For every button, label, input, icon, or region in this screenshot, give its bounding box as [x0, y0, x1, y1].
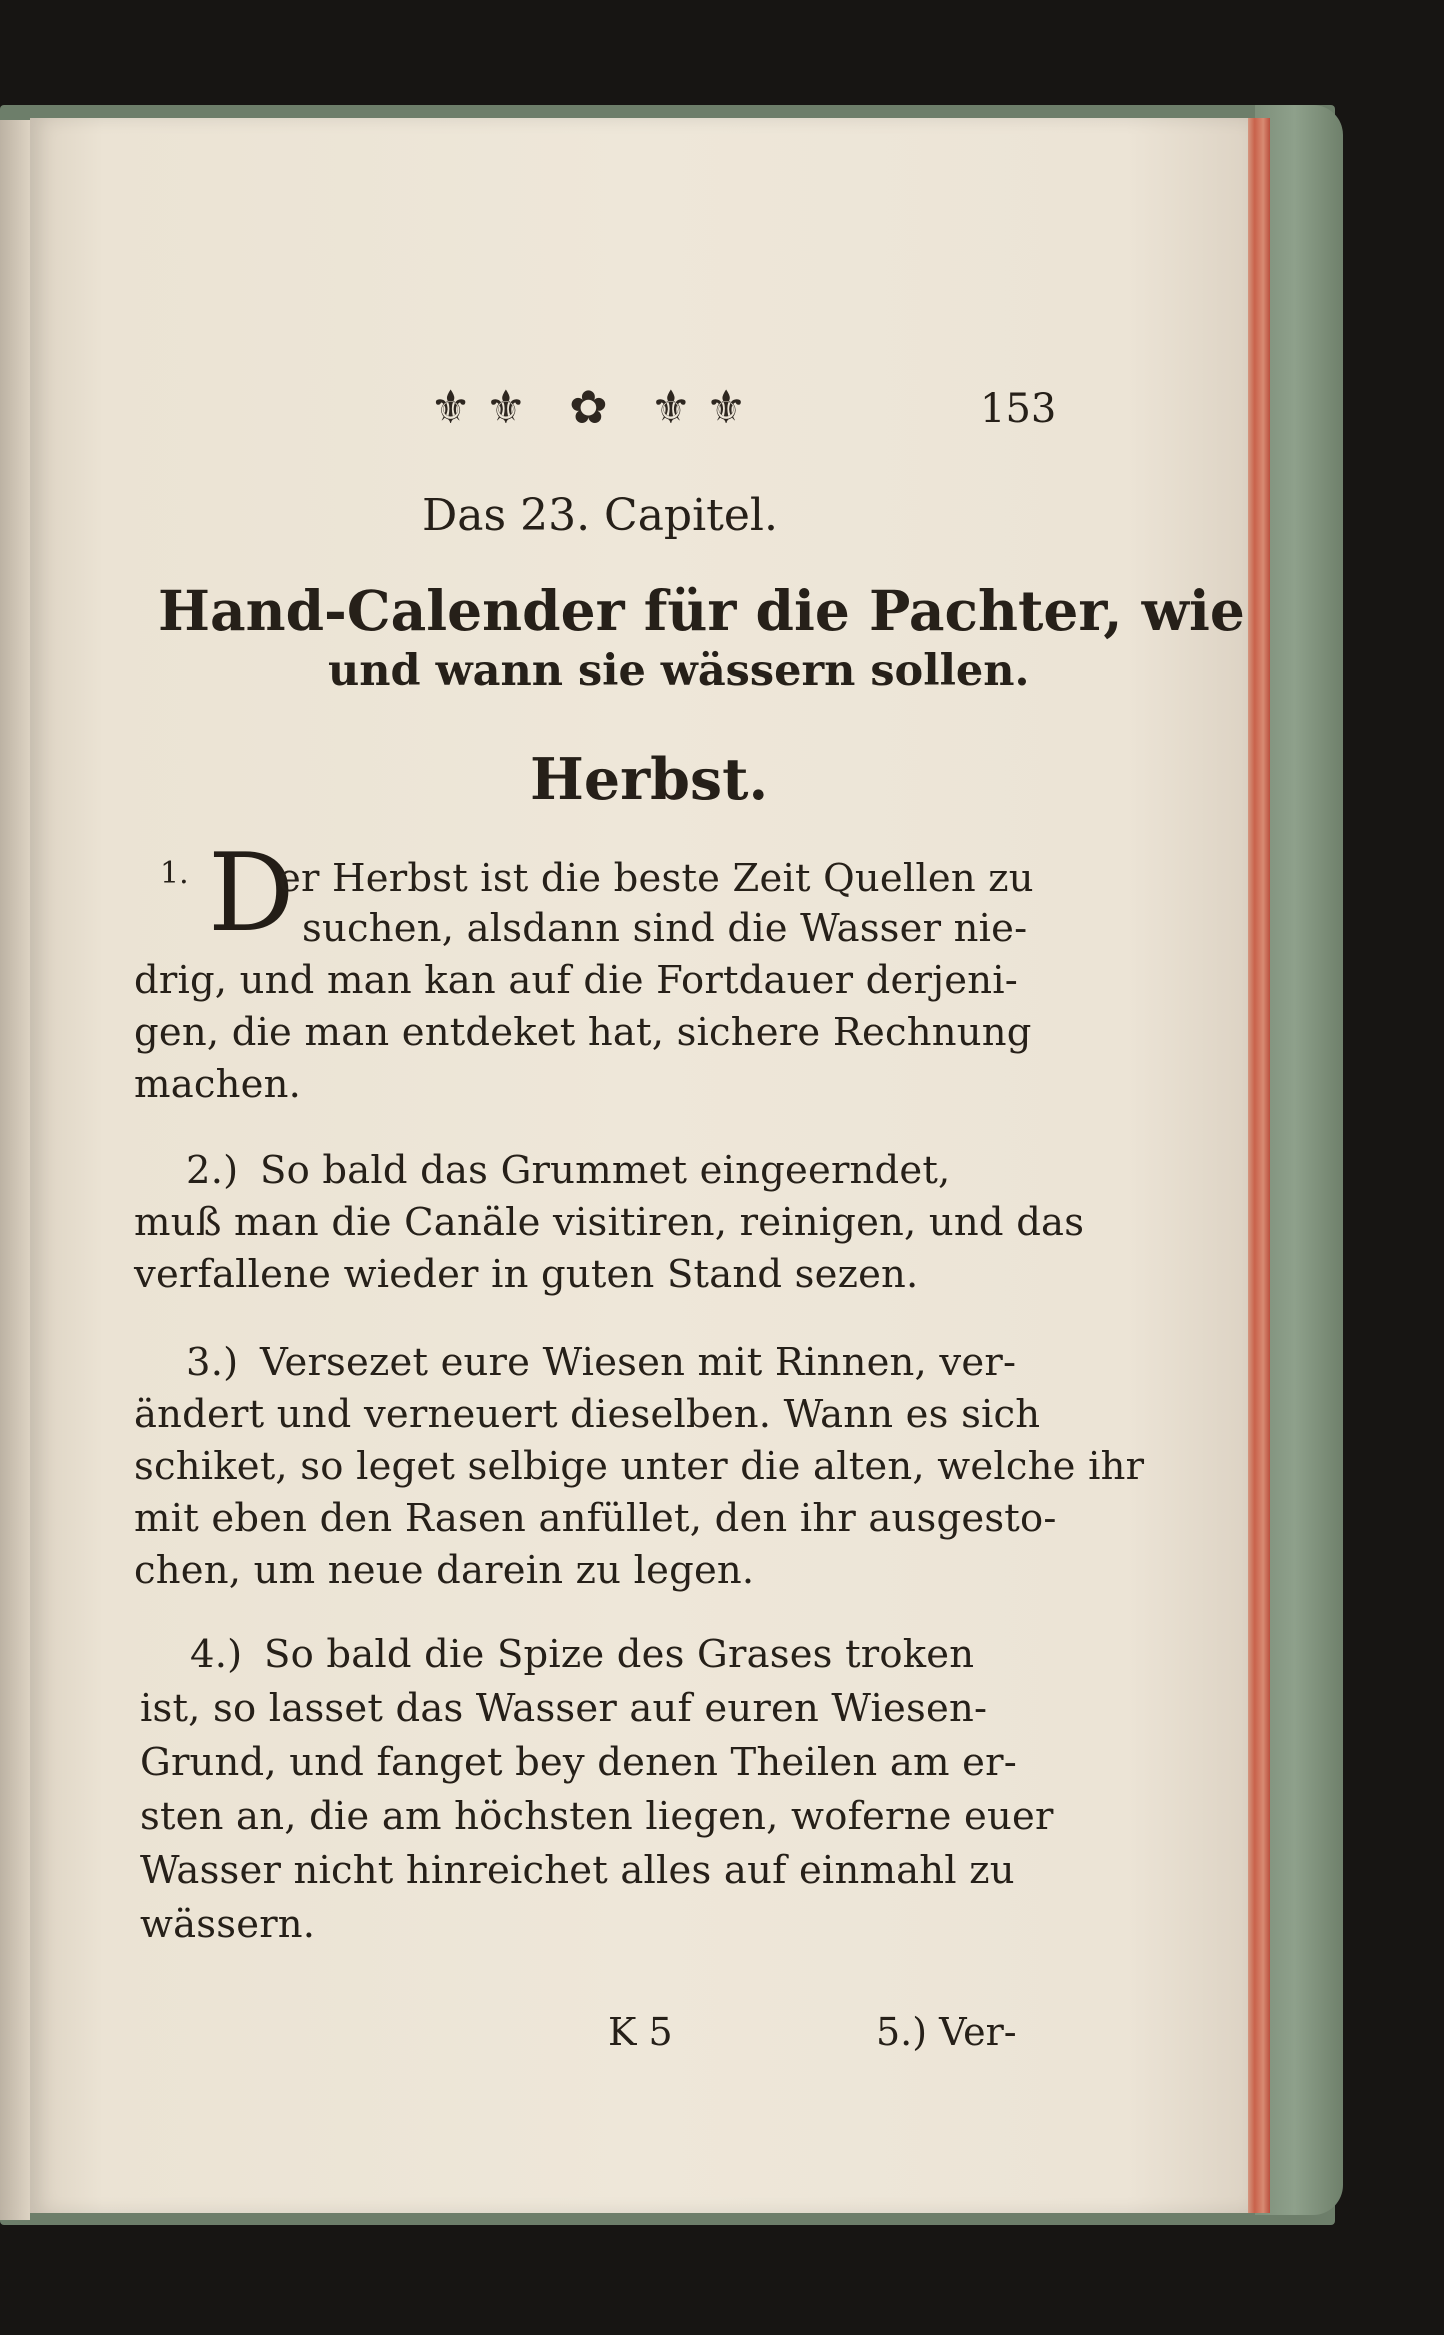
paragraph-4-line: wässern.: [140, 1902, 316, 1947]
catchword: 5.) Ver-: [876, 2010, 1017, 2054]
paragraph-1-dropcap: D: [208, 831, 295, 956]
paragraph-3-line: ändert und verneuert dieselben. Wann es sich: [134, 1392, 1041, 1437]
paragraph-4-line: sten an, die am höchsten liegen, woferne euer: [140, 1794, 1054, 1839]
paragraph-3-line: Versezet eure Wiesen mit Rinnen, ver-: [260, 1340, 1017, 1385]
section-heading: Herbst.: [530, 746, 769, 813]
paragraph-4-line: So bald die Spize des Grases troken: [264, 1632, 975, 1677]
chapter-label: Das 23. Capitel.: [422, 490, 778, 541]
paragraph-3-number: 3.): [186, 1340, 239, 1385]
chapter-title-line-2: und wann sie wässern sollen.: [328, 646, 1030, 696]
paragraph-2-line: muß man die Canäle visitiren, reinigen, und das: [134, 1200, 1085, 1245]
paragraph-4-number: 4.): [190, 1632, 243, 1677]
paragraph-2-line: So bald das Grummet eingeerndet,: [260, 1148, 951, 1193]
printed-page: [30, 118, 1248, 2213]
paragraph-1-number: 1.: [160, 856, 189, 891]
paragraph-4-line: Wasser nicht hinreichet alles auf einmahl zu: [140, 1848, 1015, 1893]
paragraph-1-line: er Herbst ist die beste Zeit Quellen zu: [278, 856, 1034, 901]
paragraph-4-line: ist, so lasset das Wasser auf euren Wiesen-: [140, 1686, 988, 1731]
paragraph-1-line: gen, die man entdeket hat, sichere Rechnung: [134, 1010, 1032, 1055]
chapter-title-line-1: Hand-Calender für die Pachter, wie: [158, 578, 1245, 643]
paragraph-1-line: machen.: [134, 1062, 302, 1107]
facing-page-edge: [0, 120, 30, 2220]
paragraph-3-line: schiket, so leget selbige unter die alten, welche ihr: [134, 1444, 1145, 1489]
paragraph-3-line: chen, um neue darein zu legen.: [134, 1548, 755, 1593]
signature-mark: K 5: [608, 2010, 673, 2054]
paragraph-2-number: 2.): [186, 1148, 239, 1193]
paragraph-2-line: verfallene wieder in guten Stand sezen.: [134, 1252, 919, 1297]
paragraph-1-line: drig, und man kan auf die Fortdauer derjeni-: [134, 958, 1018, 1003]
header-ornament: ⚜⚜ ✿ ⚜⚜: [430, 380, 761, 434]
paragraph-4-line: Grund, und fanget bey denen Theilen am er-: [140, 1740, 1017, 1785]
paragraph-3-line: mit eben den Rasen anfüllet, den ihr ausgesto-: [134, 1496, 1057, 1541]
paragraph-1-line: suchen, alsdann sind die Wasser nie-: [302, 906, 1028, 951]
page-number: 153: [980, 386, 1057, 432]
